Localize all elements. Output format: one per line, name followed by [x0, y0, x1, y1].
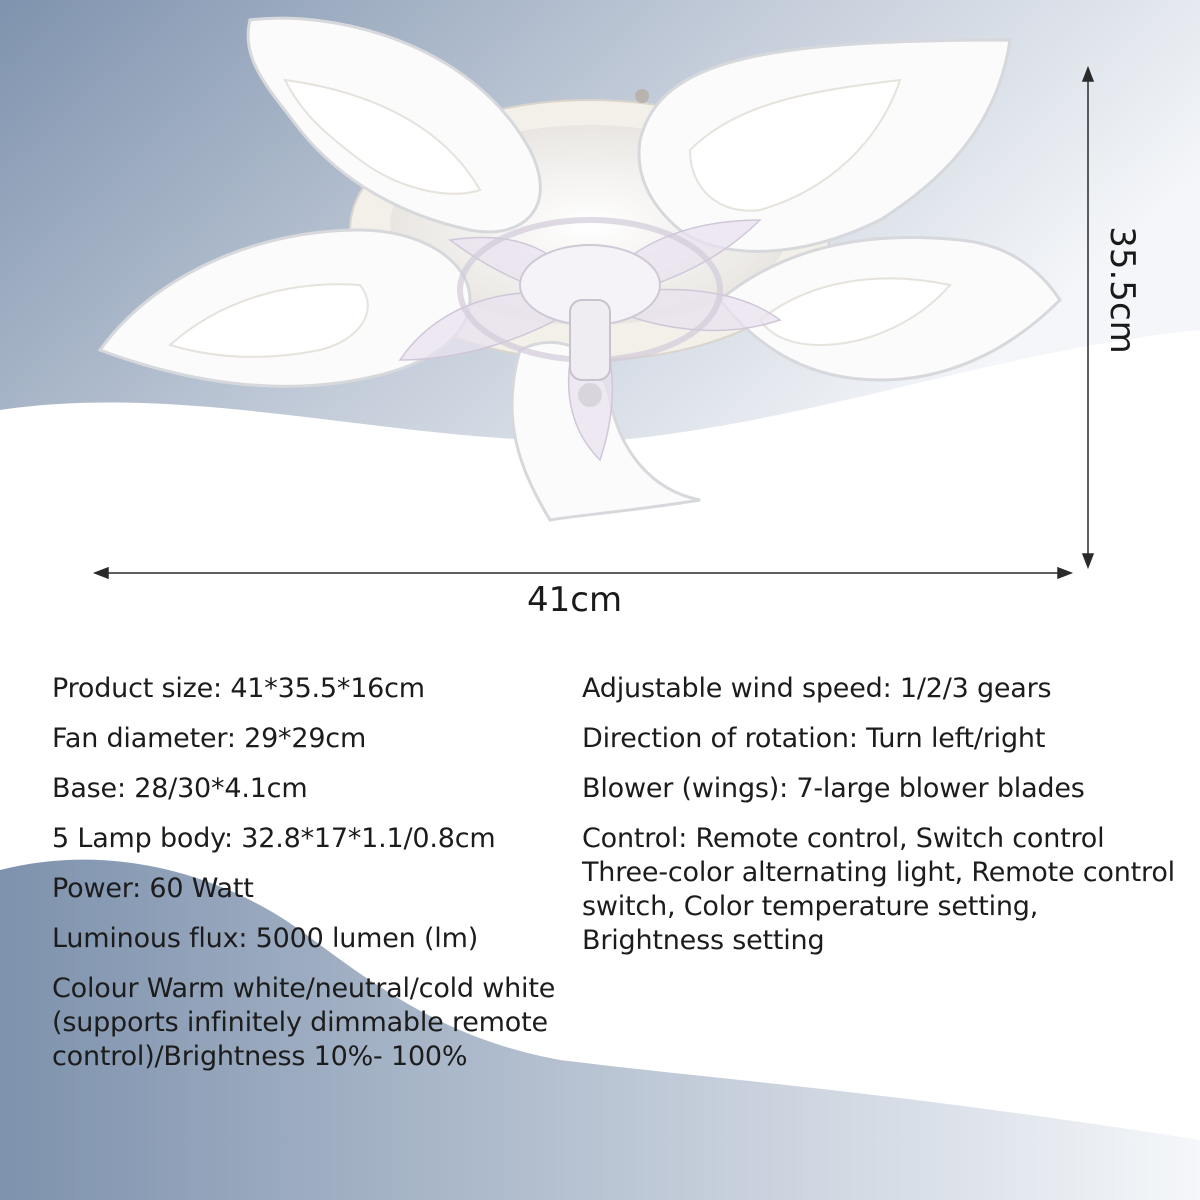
spec-base: Base: 28/30*4.1cm	[52, 773, 308, 804]
spec-lamp-body: 5 Lamp body: 32.8*17*1.1/0.8cm	[52, 823, 496, 854]
spec-fan-diameter: Fan diameter: 29*29cm	[52, 723, 367, 754]
spec-luminous-flux: Luminous flux: 5000 lumen (lm)	[52, 923, 479, 954]
spec-blower: Blower (wings): 7-large blower blades	[582, 773, 1085, 804]
height-dimension-label: 35.5cm	[1101, 226, 1142, 354]
spec-list-left	[52, 672, 572, 1090]
width-dimension-label: 41cm	[527, 580, 623, 620]
spec-power: Power: 60 Watt	[52, 873, 254, 904]
spec-colour: Colour Warm white/neutral/cold white (supports infinitely dimmable remote control)/Brightness 10%- 100%	[52, 973, 556, 1072]
spec-control: Control: Remote control, Switch control Three-color alternating light, Remote control switch, Color temperature setting, Brightness setting	[582, 823, 1175, 956]
spec-wind-speed: Adjustable wind speed: 1/2/3 gears	[582, 673, 1052, 704]
spec-product-size: Product size: 41*35.5*16cm	[52, 673, 425, 704]
spec-rotation: Direction of rotation: Turn left/right	[582, 723, 1046, 754]
spec-list-right	[582, 672, 1182, 974]
